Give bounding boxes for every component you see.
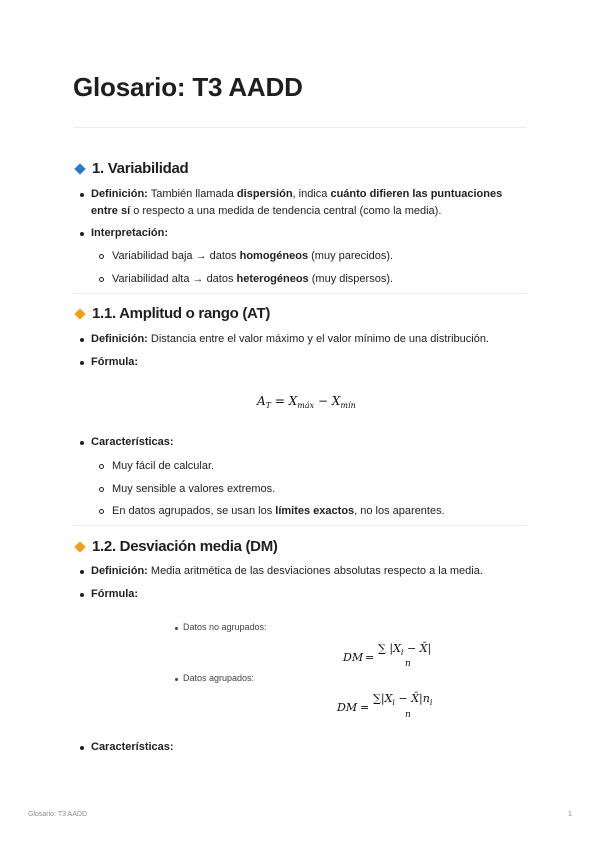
grouped-label: Datos agrupados: <box>183 673 255 683</box>
formula-amplitud: $A_T = X_{máx} - X_{mín}$ <box>257 394 356 410</box>
heading-amplitud <box>73 305 270 322</box>
sub-item-char-3: En datos agrupados, se usan los límites exactos, no los aparentes. <box>112 503 445 520</box>
blue-diamond-icon <box>74 163 85 174</box>
section-divider <box>73 525 527 526</box>
list-item-definicion-cont: entre sí o respecto a una medida de tendencia central (como la media). <box>91 205 442 217</box>
heading-text: 1.1. Amplitud o rango (AT) <box>92 305 271 322</box>
list-item-caracteristicas: Características: <box>91 739 174 756</box>
title-divider <box>73 127 527 128</box>
sub-item-char-2: Muy sensible a valores extremos. <box>112 481 275 498</box>
sub-item-baja: Variabilidad baja → datos homogéneos (muy parecidos). <box>112 248 393 265</box>
list-item-caracteristicas: Características: <box>91 434 174 451</box>
page-title: Glosario: T3 AADD <box>73 72 303 102</box>
page-number: 1 <box>568 811 572 818</box>
heading-text: 1.2. Desviación media (DM) <box>92 538 278 555</box>
list-item-definicion: Definición: También llamada dispersión, indica cuánto difieren las puntuaciones <box>91 186 502 203</box>
list-item-formula: Fórmula: <box>91 354 138 371</box>
list-item-interpretacion: Interpretación: <box>91 225 168 242</box>
heading-variabilidad <box>73 160 188 177</box>
ungrouped-label: Datos no agrupados: <box>183 622 267 632</box>
sub-item-char-1: Muy fácil de calcular. <box>112 458 214 475</box>
footer-title: Glosario: T3 AADD <box>28 811 88 818</box>
section-divider <box>73 293 527 294</box>
list-item-formula: Fórmula: <box>91 586 138 603</box>
list-item-definicion: Definición: Media aritmética de las desviaciones absolutas respecto a la media. <box>91 563 483 580</box>
orange-diamond-icon <box>74 541 85 552</box>
sub-item-alta: Variabilidad alta → datos heterogéneos (muy dispersos). <box>112 271 393 288</box>
heading-text: 1. Variabilidad <box>92 160 189 177</box>
orange-diamond-icon <box>74 308 85 319</box>
list-item-definicion: Definición: Distancia entre el valor máximo y el valor mínimo de una distribución. <box>91 331 489 348</box>
heading-desviacion-media <box>73 538 278 555</box>
